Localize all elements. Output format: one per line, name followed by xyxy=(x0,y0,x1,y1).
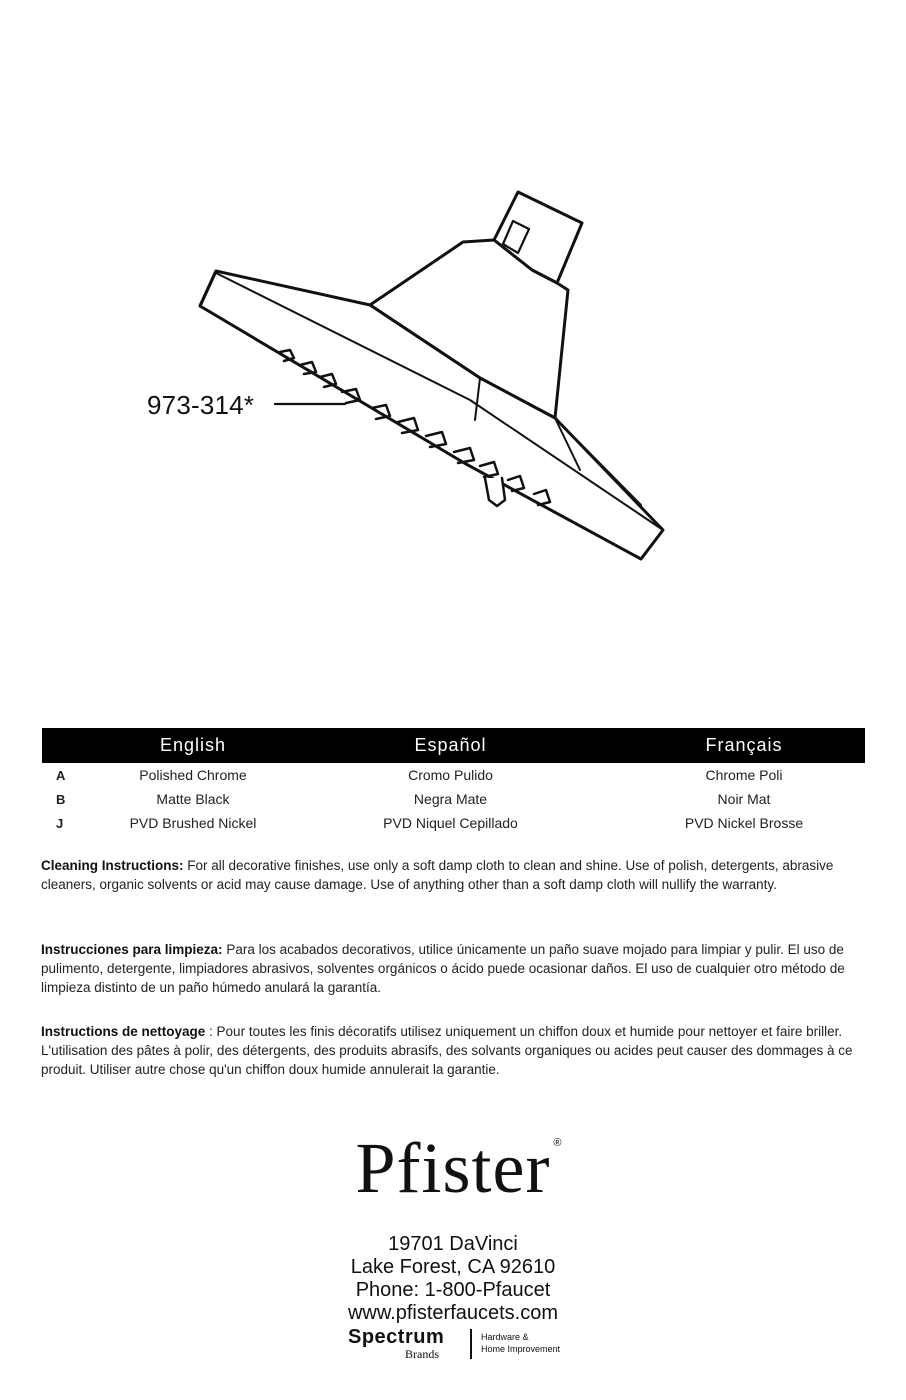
finish-code: B xyxy=(56,791,66,807)
header-french: Français xyxy=(623,728,865,763)
spectrum-name: Spectrum xyxy=(348,1326,445,1348)
spectrum-tagline xyxy=(481,1331,560,1355)
brand-logo xyxy=(0,1128,906,1208)
address-city: Lake Forest, CA 92610 xyxy=(350,1256,556,1278)
finish-table-header xyxy=(42,728,865,763)
address-street: 19701 DaVinci xyxy=(388,1233,518,1255)
finish-english: Polished Chrome xyxy=(139,767,247,783)
finish-english: PVD Brushed Nickel xyxy=(129,815,257,831)
spectrum-tagline-2: Home Improvement xyxy=(481,1344,561,1354)
table-row xyxy=(42,811,865,835)
cleaning-body-english: For all decorative finishes, use only a soft damp cloth to clean and shine. Use of polish, detergents, abrasive cleaners, organic solvents or acid may cause damage. Use of anything other than a soft damp cloth will nullify the warranty. xyxy=(41,858,834,892)
header-english: English xyxy=(108,728,278,763)
finish-spanish: Negra Mate xyxy=(413,791,488,807)
pfister-logo xyxy=(355,1128,563,1208)
finish-french: PVD Nickel Brosse xyxy=(684,815,804,831)
header-spanish: Español xyxy=(278,728,623,763)
cleaning-heading-french: Instructions de nettoyage xyxy=(41,1024,206,1039)
spectrum-tagline-1: Hardware & xyxy=(481,1332,529,1342)
finish-table xyxy=(42,728,865,835)
part-number-label: 973-314* xyxy=(147,390,255,420)
finish-code: J xyxy=(56,815,64,831)
finish-spanish: Cromo Pulido xyxy=(408,767,493,783)
cleaning-instructions-english xyxy=(41,856,861,894)
cleaning-body-spanish: Para los acabados decorativos, utilice únicamente un paño suave mojado para limpiar y pulir. El uso de pulimento, detergente, limpiadores abrasivos, solventes orgánicos o ácido puede ocasionar daños. El uso de cualquier otro método de limpieza distinto de un paño húmedo anulará la garantía. xyxy=(41,942,845,995)
table-row xyxy=(42,763,865,787)
finish-english: Matte Black xyxy=(156,791,230,807)
spectrum-brands-logo xyxy=(348,1326,578,1364)
cleaning-instructions-french xyxy=(41,1022,861,1079)
showerhead-drawing xyxy=(140,185,680,575)
address-website: www.pfisterfaucets.com xyxy=(347,1302,559,1324)
finish-code: A xyxy=(56,767,66,783)
finish-spanish: PVD Niquel Cepillado xyxy=(383,815,518,831)
adjust-tab xyxy=(485,478,505,506)
logo-text: Pfister xyxy=(355,1128,551,1208)
finish-french: Noir Mat xyxy=(717,791,771,807)
company-address xyxy=(0,1233,906,1325)
cleaning-heading-spanish: Instrucciones para limpieza: xyxy=(41,942,223,957)
spectrum-brands: Brands xyxy=(405,1347,439,1361)
cleaning-body-french: : Pour toutes les finis décoratifs utilisez uniquement un chiffon doux et humide pour nettoyer et faire briller. L'utilisation des pâtes à polir, des détergents, des produits abrasifs, des solvants organiques ou acides peut causer des dommages à ce produit. Utiliser autre chose qu'un chiffon doux humide annulerait la garantie. xyxy=(41,1024,853,1077)
address-phone: Phone: 1-800-Pfaucet xyxy=(355,1279,551,1301)
cleaning-instructions-spanish xyxy=(41,940,861,997)
spectrum-divider xyxy=(470,1329,472,1359)
header-code xyxy=(42,728,108,763)
registered-mark: ® xyxy=(553,1137,563,1149)
cleaning-heading-english: Cleaning Instructions: xyxy=(41,858,184,873)
table-row xyxy=(42,787,865,811)
finish-french: Chrome Poli xyxy=(705,767,783,783)
